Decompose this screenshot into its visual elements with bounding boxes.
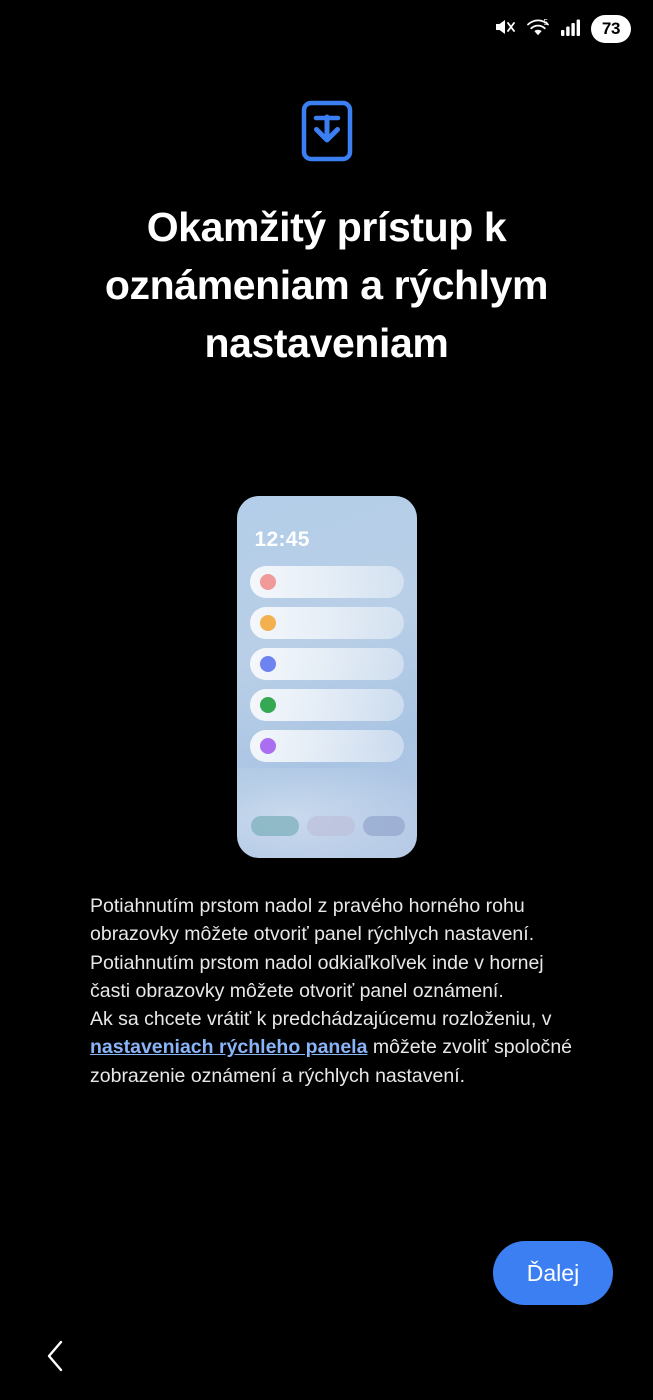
illustration-quick-tile	[251, 816, 299, 836]
notification-dot-icon	[260, 615, 276, 631]
signal-icon	[560, 17, 582, 42]
illustration-notification-card	[250, 648, 404, 680]
status-bar	[0, 0, 653, 58]
battery-percent-badge: 73	[591, 15, 631, 43]
notification-dot-icon	[260, 574, 276, 590]
notification-panel-pull-down-icon	[300, 100, 354, 162]
page-title: Okamžitý prístup k oznámeniam a rýchlym nastaveniam	[104, 204, 549, 367]
description-paragraph-2-before: Ak sa chcete vrátiť k predchádzajúcemu rozloženiu, v	[90, 1008, 552, 1031]
illustration-notification-card	[250, 689, 404, 721]
illustration-notification-card	[250, 730, 404, 762]
notification-dot-icon	[260, 697, 276, 713]
description-text	[90, 892, 587, 1090]
svg-text:5: 5	[543, 17, 548, 27]
description-paragraph-1: Potiahnutím prstom nadol z pravého horného rohu obrazovky môžete otvoriť panel rýchlych nastavení. Potiahnutím prstom nadol odkiaľkoľvek inde v hornej časti obrazovky môžete otvoriť panel oznámení.	[90, 895, 544, 1002]
illustration-clock: 12:45	[254, 528, 310, 551]
description-paragraph-2-after: môžete zvoliť spoločné zobrazenie oznámení a rýchlych nastavení.	[90, 1036, 573, 1087]
illustration-notification-card	[250, 566, 404, 598]
notification-dot-icon	[260, 656, 276, 672]
quick-panel-illustration	[237, 496, 417, 858]
mute-icon	[492, 15, 516, 44]
illustration-quick-tile	[307, 816, 355, 836]
description-paragraph-2	[90, 1005, 587, 1090]
notification-dot-icon	[260, 738, 276, 754]
next-button[interactable]: Ďalej	[493, 1241, 613, 1305]
back-chevron-icon[interactable]	[34, 1334, 78, 1378]
illustration-glow	[237, 768, 417, 858]
wifi-icon	[525, 16, 551, 43]
illustration-notification-card	[250, 607, 404, 639]
illustration-quick-tile	[363, 816, 405, 836]
quick-panel-settings-link[interactable]: nastaveniach rýchleho panela	[90, 1036, 368, 1059]
